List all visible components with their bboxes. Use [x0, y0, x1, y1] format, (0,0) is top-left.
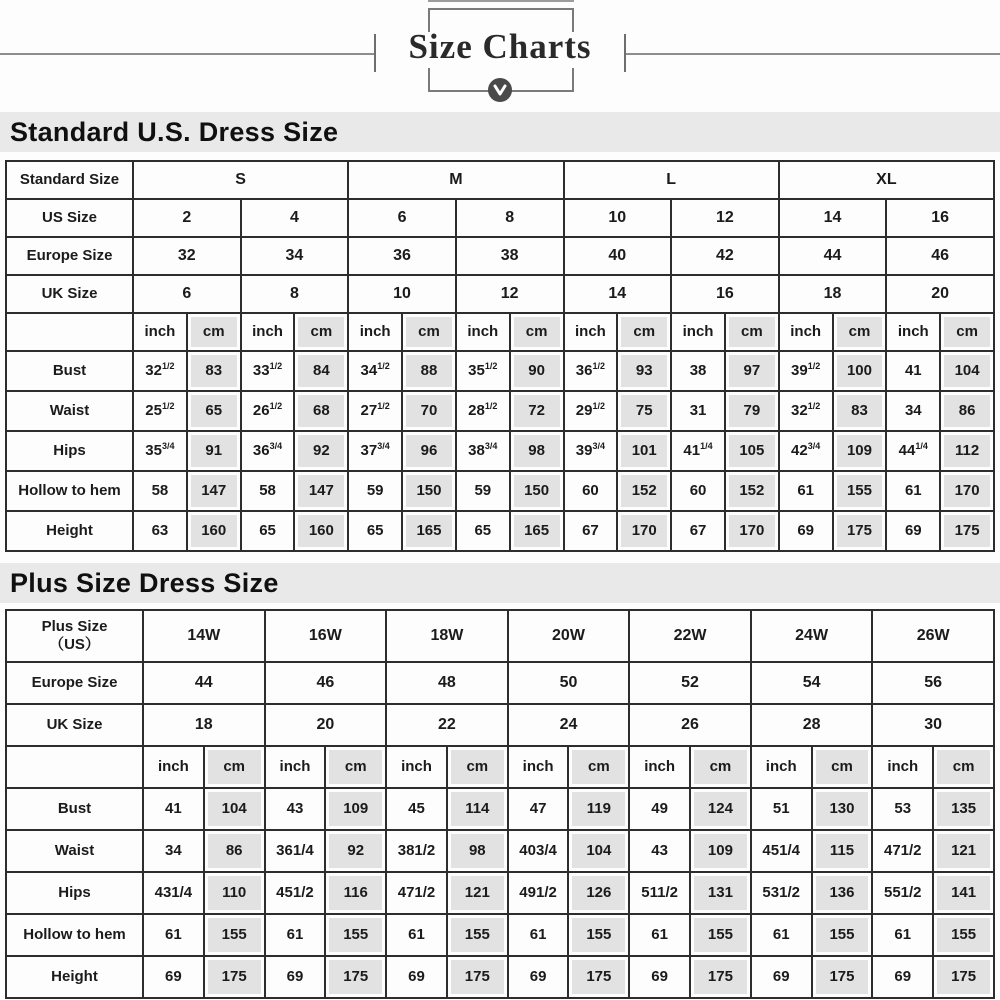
size-cell: 54 [751, 662, 873, 704]
unit-cell: inch [348, 313, 402, 351]
measure-cell: 175 [325, 956, 386, 998]
measure-cell: 58 [241, 471, 295, 511]
table-row [6, 914, 994, 956]
table-row [6, 275, 994, 313]
table-row [6, 199, 994, 237]
measure-cell: 60 [671, 471, 725, 511]
plus-size-table-wrap [0, 609, 1000, 999]
unit-cell: inch [143, 746, 204, 788]
size-cell: 18 [143, 704, 265, 746]
measure-cell: 155 [447, 914, 508, 956]
measure-cell: 451/4 [751, 830, 812, 872]
measure-cell: 65 [187, 391, 241, 431]
measure-cell: 130 [812, 788, 873, 830]
row-label: Bust [6, 788, 143, 830]
measure-cell: 147 [294, 471, 348, 511]
measure-cell: 84 [294, 351, 348, 391]
size-cell: 24 [508, 704, 630, 746]
measure-cell: 491/2 [508, 872, 569, 914]
row-label: Hips [6, 431, 133, 471]
size-cell: 30 [872, 704, 994, 746]
size-cell: 12 [671, 199, 779, 237]
plus-section-title: Plus Size Dress Size [10, 567, 279, 598]
table-row [6, 391, 994, 431]
measure-cell: 51 [751, 788, 812, 830]
measure-cell: 100 [833, 351, 887, 391]
measure-cell: $29^{1/2}$ [564, 391, 618, 431]
measure-cell: $32^{1/2}$ [133, 351, 187, 391]
measure-cell: 471/2 [872, 830, 933, 872]
size-cell: 22 [386, 704, 508, 746]
measure-cell: 104 [204, 788, 265, 830]
unit-cell: cm [294, 313, 348, 351]
row-label: Hips [6, 872, 143, 914]
plus-title-band [0, 563, 1000, 603]
row-label: Europe Size [6, 662, 143, 704]
measure-cell: 90 [510, 351, 564, 391]
measure-cell: 135 [933, 788, 994, 830]
measure-cell: 86 [940, 391, 994, 431]
measure-cell: 83 [187, 351, 241, 391]
measure-cell: 155 [933, 914, 994, 956]
unit-cell: cm [690, 746, 751, 788]
measure-cell: 43 [629, 830, 690, 872]
measure-cell: 152 [617, 471, 671, 511]
measure-cell: $26^{1/2}$ [241, 391, 295, 431]
measure-cell: 61 [629, 914, 690, 956]
measure-cell: 58 [133, 471, 187, 511]
measure-cell: 69 [386, 956, 447, 998]
measure-cell: 109 [833, 431, 887, 471]
unit-cell: inch [751, 746, 812, 788]
measure-cell: $32^{1/2}$ [779, 391, 833, 431]
measure-cell: 511/2 [629, 872, 690, 914]
measure-cell: 61 [508, 914, 569, 956]
size-table-plus [5, 609, 995, 999]
size-cell: 10 [564, 199, 672, 237]
row-label: Plus Size （US） [6, 610, 143, 662]
table-row [6, 830, 994, 872]
size-cell: 2 [133, 199, 241, 237]
measure-cell: 381/2 [386, 830, 447, 872]
row-label: Waist [6, 391, 133, 431]
measure-cell: 150 [510, 471, 564, 511]
measure-cell: 41 [143, 788, 204, 830]
size-group-cell: XL [779, 161, 994, 199]
measure-cell: 471/2 [386, 872, 447, 914]
table-row [6, 161, 994, 199]
size-cell: 8 [241, 275, 349, 313]
measure-cell: 41 [886, 351, 940, 391]
row-label: UK Size [6, 275, 133, 313]
standard-size-table-wrap [0, 160, 1000, 552]
unit-cell: inch [564, 313, 618, 351]
measure-cell: 45 [386, 788, 447, 830]
measure-cell: 152 [725, 471, 779, 511]
row-label: Height [6, 956, 143, 998]
measure-cell: $36^{3/4}$ [241, 431, 295, 471]
row-label: US Size [6, 199, 133, 237]
measure-cell: 121 [447, 872, 508, 914]
measure-cell: $33^{1/2}$ [241, 351, 295, 391]
measure-cell: 170 [940, 471, 994, 511]
measure-cell: 170 [617, 511, 671, 551]
measure-cell: $38^{3/4}$ [456, 431, 510, 471]
unit-cell: inch [241, 313, 295, 351]
measure-cell: $37^{3/4}$ [348, 431, 402, 471]
unit-cell: inch [629, 746, 690, 788]
measure-cell: 126 [568, 872, 629, 914]
unit-cell: cm [510, 313, 564, 351]
measure-cell: $39^{1/2}$ [779, 351, 833, 391]
size-cell: 28 [751, 704, 873, 746]
measure-cell: 101 [617, 431, 671, 471]
unit-cell: cm [617, 313, 671, 351]
measure-cell: 175 [690, 956, 751, 998]
row-label: UK Size [6, 704, 143, 746]
size-group-cell: L [564, 161, 779, 199]
header-rule-right [626, 53, 1000, 55]
measure-cell: 92 [325, 830, 386, 872]
measure-cell: 61 [386, 914, 447, 956]
measure-cell: 147 [187, 471, 241, 511]
row-label: Europe Size [6, 237, 133, 275]
unit-cell: cm [812, 746, 873, 788]
size-cell: 44 [143, 662, 265, 704]
unit-cell: inch [265, 746, 326, 788]
unit-cell: cm [568, 746, 629, 788]
measure-cell: 104 [568, 830, 629, 872]
measure-cell: 88 [402, 351, 456, 391]
measure-cell: $41^{1/4}$ [671, 431, 725, 471]
measure-cell: 93 [617, 351, 671, 391]
size-cell: 20 [886, 275, 994, 313]
measure-cell: 109 [325, 788, 386, 830]
measure-cell: 92 [294, 431, 348, 471]
measure-cell: 43 [265, 788, 326, 830]
size-cell: 18 [779, 275, 887, 313]
size-cell: 34 [241, 237, 349, 275]
measure-cell: 96 [402, 431, 456, 471]
measure-cell: 69 [508, 956, 569, 998]
measure-cell: 91 [187, 431, 241, 471]
row-label: Hollow to hem [6, 914, 143, 956]
size-group-cell: 22W [629, 610, 751, 662]
table-row [6, 704, 994, 746]
measure-cell: 116 [325, 872, 386, 914]
table-row [6, 471, 994, 511]
measure-cell: 131 [690, 872, 751, 914]
measure-cell: 68 [294, 391, 348, 431]
measure-cell: 86 [204, 830, 265, 872]
size-group-cell: 14W [143, 610, 265, 662]
unit-cell: cm [402, 313, 456, 351]
measure-cell: 61 [886, 471, 940, 511]
measure-cell: 34 [886, 391, 940, 431]
measure-cell: 69 [779, 511, 833, 551]
measure-cell: 175 [940, 511, 994, 551]
unit-cell: cm [325, 746, 386, 788]
measure-cell: 175 [812, 956, 873, 998]
unit-cell: inch [386, 746, 447, 788]
measure-cell: 165 [402, 511, 456, 551]
measure-cell: $25^{1/2}$ [133, 391, 187, 431]
size-cell: 52 [629, 662, 751, 704]
measure-cell: 38 [671, 351, 725, 391]
measure-cell: 47 [508, 788, 569, 830]
measure-cell: 155 [204, 914, 265, 956]
size-group-cell: 16W [265, 610, 387, 662]
size-cell: 14 [564, 275, 672, 313]
measure-cell: 451/2 [265, 872, 326, 914]
measure-cell: 61 [265, 914, 326, 956]
table-row [6, 237, 994, 275]
unit-cell: cm [833, 313, 887, 351]
measure-cell: 65 [456, 511, 510, 551]
size-cell: 16 [886, 199, 994, 237]
size-group-cell: 26W [872, 610, 994, 662]
unit-cell: inch [456, 313, 510, 351]
table-row [6, 610, 994, 662]
measure-cell: 65 [241, 511, 295, 551]
row-label: Height [6, 511, 133, 551]
measure-cell: 112 [940, 431, 994, 471]
measure-cell: $27^{1/2}$ [348, 391, 402, 431]
measure-cell: 59 [348, 471, 402, 511]
size-cell: 48 [386, 662, 508, 704]
measure-cell: 69 [143, 956, 204, 998]
measure-cell: 155 [812, 914, 873, 956]
measure-cell: 70 [402, 391, 456, 431]
measure-cell: $35^{3/4}$ [133, 431, 187, 471]
chevron-down-icon [485, 75, 515, 105]
measure-cell: 69 [886, 511, 940, 551]
table-row [6, 788, 994, 830]
unit-cell: cm [940, 313, 994, 351]
measure-cell: 69 [629, 956, 690, 998]
measure-cell: 155 [568, 914, 629, 956]
measure-cell: 165 [510, 511, 564, 551]
measure-cell: 98 [447, 830, 508, 872]
table-row [6, 662, 994, 704]
measure-cell: 403/4 [508, 830, 569, 872]
size-cell: 8 [456, 199, 564, 237]
measure-cell: 160 [187, 511, 241, 551]
unit-cell: inch [671, 313, 725, 351]
row-label: Standard Size [6, 161, 133, 199]
measure-cell: 155 [833, 471, 887, 511]
header-top-line [428, 0, 574, 2]
measure-cell: 551/2 [872, 872, 933, 914]
size-group-cell: 24W [751, 610, 873, 662]
measure-cell: 105 [725, 431, 779, 471]
measure-cell: $39^{3/4}$ [564, 431, 618, 471]
row-label: Hollow to hem [6, 471, 133, 511]
measure-cell: 531/2 [751, 872, 812, 914]
measure-cell: 67 [564, 511, 618, 551]
measure-cell: 69 [872, 956, 933, 998]
unit-cell: cm [933, 746, 994, 788]
size-cell: 42 [671, 237, 779, 275]
unit-cell: cm [447, 746, 508, 788]
size-cell: 56 [872, 662, 994, 704]
measure-cell: 67 [671, 511, 725, 551]
row-label: Waist [6, 830, 143, 872]
measure-cell: 61 [751, 914, 812, 956]
standard-title-band [0, 112, 1000, 152]
measure-cell: $34^{1/2}$ [348, 351, 402, 391]
measure-cell: 72 [510, 391, 564, 431]
measure-cell: 175 [568, 956, 629, 998]
measure-cell: 170 [725, 511, 779, 551]
size-cell: 46 [886, 237, 994, 275]
measure-cell: 97 [725, 351, 779, 391]
measure-cell: 69 [265, 956, 326, 998]
size-cell: 12 [456, 275, 564, 313]
size-group-cell: S [133, 161, 348, 199]
table-row [6, 872, 994, 914]
measure-cell: 61 [779, 471, 833, 511]
row-label [6, 313, 133, 351]
measure-cell: 155 [690, 914, 751, 956]
unit-cell: cm [187, 313, 241, 351]
measure-cell: 150 [402, 471, 456, 511]
measure-cell: 114 [447, 788, 508, 830]
size-cell: 44 [779, 237, 887, 275]
table-row [6, 956, 994, 998]
table-row [6, 511, 994, 551]
measure-cell: 155 [325, 914, 386, 956]
measure-cell: 49 [629, 788, 690, 830]
measure-cell: $44^{1/4}$ [886, 431, 940, 471]
size-cell: 10 [348, 275, 456, 313]
measure-cell: 115 [812, 830, 873, 872]
measure-cell: 65 [348, 511, 402, 551]
measure-cell: 361/4 [265, 830, 326, 872]
unit-cell: inch [133, 313, 187, 351]
measure-cell: 121 [933, 830, 994, 872]
measure-cell: 175 [204, 956, 265, 998]
measure-cell: 69 [751, 956, 812, 998]
measure-cell: 141 [933, 872, 994, 914]
size-cell: 50 [508, 662, 630, 704]
size-table-standard [5, 160, 995, 552]
measure-cell: 110 [204, 872, 265, 914]
measure-cell: $36^{1/2}$ [564, 351, 618, 391]
size-cell: 32 [133, 237, 241, 275]
measure-cell: 175 [933, 956, 994, 998]
measure-cell: 83 [833, 391, 887, 431]
measure-cell: $35^{1/2}$ [456, 351, 510, 391]
size-group-cell: M [348, 161, 563, 199]
size-charts-header [0, 0, 1000, 112]
measure-cell: $42^{3/4}$ [779, 431, 833, 471]
measure-cell: 160 [294, 511, 348, 551]
measure-cell: $28^{1/2}$ [456, 391, 510, 431]
table-row [6, 313, 994, 351]
size-cell: 16 [671, 275, 779, 313]
unit-cell: inch [872, 746, 933, 788]
measure-cell: 34 [143, 830, 204, 872]
measure-cell: 124 [690, 788, 751, 830]
size-cell: 26 [629, 704, 751, 746]
size-cell: 46 [265, 662, 387, 704]
measure-cell: 98 [510, 431, 564, 471]
measure-cell: 109 [690, 830, 751, 872]
measure-cell: 31 [671, 391, 725, 431]
measure-cell: 136 [812, 872, 873, 914]
size-cell: 6 [348, 199, 456, 237]
table-row [6, 431, 994, 471]
unit-cell: inch [886, 313, 940, 351]
size-cell: 36 [348, 237, 456, 275]
measure-cell: 79 [725, 391, 779, 431]
measure-cell: 175 [447, 956, 508, 998]
table-row [6, 746, 994, 788]
measure-cell: 75 [617, 391, 671, 431]
measure-cell: 63 [133, 511, 187, 551]
size-group-cell: 20W [508, 610, 630, 662]
measure-cell: 60 [564, 471, 618, 511]
unit-cell: inch [779, 313, 833, 351]
unit-cell: inch [508, 746, 569, 788]
measure-cell: 119 [568, 788, 629, 830]
unit-cell: cm [725, 313, 779, 351]
row-label [6, 746, 143, 788]
row-label: Bust [6, 351, 133, 391]
measure-cell: 104 [940, 351, 994, 391]
size-cell: 4 [241, 199, 349, 237]
unit-cell: cm [204, 746, 265, 788]
size-cell: 40 [564, 237, 672, 275]
size-cell: 20 [265, 704, 387, 746]
size-cell: 38 [456, 237, 564, 275]
page-title: Size Charts [408, 27, 592, 66]
measure-cell: 175 [833, 511, 887, 551]
size-group-cell: 18W [386, 610, 508, 662]
table-row [6, 351, 994, 391]
size-cell: 6 [133, 275, 241, 313]
measure-cell: 431/4 [143, 872, 204, 914]
standard-section-title: Standard U.S. Dress Size [10, 116, 339, 147]
measure-cell: 53 [872, 788, 933, 830]
size-cell: 14 [779, 199, 887, 237]
measure-cell: 59 [456, 471, 510, 511]
measure-cell: 61 [872, 914, 933, 956]
measure-cell: 61 [143, 914, 204, 956]
